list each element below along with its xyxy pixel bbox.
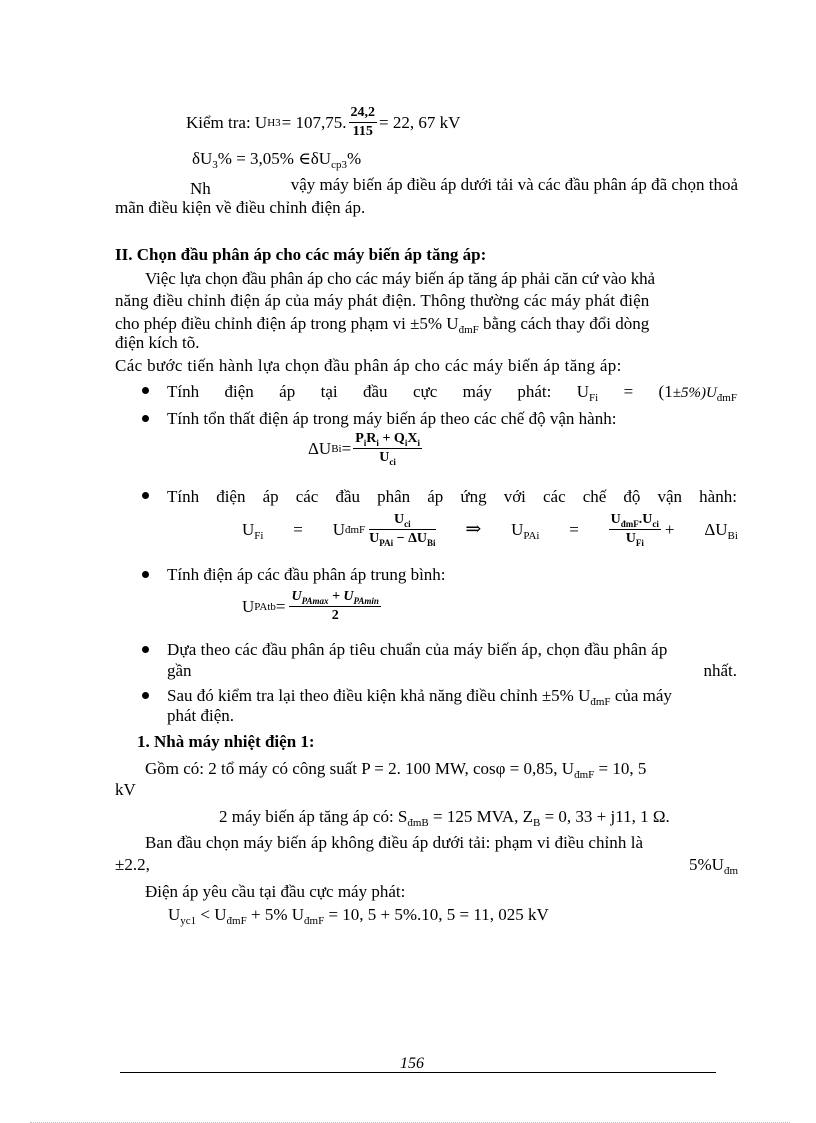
para-line-2: năng điều chỉnh điện áp của máy phát điện. Thông thường các máy phát điện <box>115 291 650 310</box>
bullet-dot-3 <box>142 492 149 499</box>
plant1-line-1: Gồm có: 2 tổ máy có công suất P = 2. 100 MW, cosφ = 0,85, $U_{đmF} = 10$, 5 <box>145 759 647 781</box>
steps-intro: Các bước tiến hành lựa chọn đầu phân áp cho các máy biến áp tăng áp: <box>115 356 622 375</box>
bullet-6-line-1: Sau đó kiểm tra lại theo điều kiện khả năng điều chỉnh ±5% $U_{đmF}$ của máy <box>167 686 672 708</box>
page-number: 156 <box>400 1055 424 1072</box>
plant1-line-5: ±2.2, $5\%U_{đm}$ <box>115 855 738 877</box>
plant1-line-7: $U_{yc1} < U_{đmF} + 5\%$ $U_{đmF} = 10$, 5 + 5%.10, 5 = 11, 025 kV <box>168 905 549 927</box>
section-heading: II. Chọn đầu phân áp cho các máy biến áp tăng áp: <box>115 245 487 264</box>
para-line-4: điện kích tõ. <box>115 333 200 352</box>
footer-rule <box>120 1072 716 1073</box>
bullet-dot-2 <box>142 415 149 422</box>
plant1-line-3: 2 máy biến áp tăng áp có: $S_{đmB} = 125$ MVA, $Z_B = 0$, 33 + j11, 1 Ω. <box>219 807 670 829</box>
bullet-3: Tính điện áp các đầu phân áp ứng với các chế độ vận hành: <box>167 487 737 506</box>
check-line: Kiểm tra: U H3 = 107,75. $\frac{24,2}{115}$ = 22, 67 kV <box>186 105 461 139</box>
conclusion-line-2: mãn điều kiện về điều chỉnh điện áp. <box>115 198 366 217</box>
bullet-dot-6 <box>142 692 149 699</box>
formula-u-patb: U PAtb = $\frac{U_{PAmax} + U_{PAmin}}{2}$ <box>242 589 379 623</box>
formula-delta-u: ΔU Bi = $\frac{P_iR_i + Q_iX_i}{U_{ci}}$ <box>308 431 420 467</box>
para-line-1: Việc lựa chọn đầu phân áp cho các máy biến áp tăng áp phải căn cứ vào khả <box>145 269 655 288</box>
bullet-1: Tính điện áp tại đầu cực máy phát: $U_{Fi}$ = $(1\pm 5\%)U_{đmF}$ <box>167 382 737 404</box>
formula-u-pai: $U_{Fi}$ = U đmF $\frac{U_{ci}}{U_{PAi} - \Delta U_{Bi}}$ ⇒ $U_{PAi}$ = $\frac{U_{đmF}.U_{ci}}{U_{Fi}}$ + $\Delta U_{Bi}$ <box>242 512 738 548</box>
bullet-5-line-1: Dựa theo các đầu phân áp tiêu chuẩn của máy biến áp, chọn đầu phân áp <box>167 640 668 659</box>
bullet-dot-5 <box>142 646 149 653</box>
bullet-4: Tính điện áp các đầu phân áp trung bình: <box>167 565 446 584</box>
bullet-6-line-2: phát điện. <box>167 706 235 725</box>
check-fraction: $\frac{24,2}{115}$ <box>350 105 375 139</box>
bullet-5-line-2: gần nhất. <box>167 661 737 680</box>
conclusion-line-1: Nh vậy máy biến áp điều áp dưới tải và các đầu phân áp đã chọn thoả <box>190 175 738 198</box>
bullet-dot-4 <box>142 571 149 578</box>
bullet-dot-1 <box>142 387 149 394</box>
delta-line: $\delta U_3\% = 3,05\%$ $\in\delta U_{cp3}\%$ <box>192 149 362 171</box>
plant1-heading: 1. Nhà máy nhiệt điện 1: <box>137 732 315 751</box>
plant1-line-4: Ban đầu chọn máy biến áp không điều áp dưới tải: phạm vi điều chỉnh là <box>145 833 644 852</box>
plant1-line-6: Điện áp yêu cầu tại đầu cực máy phát: <box>145 882 406 901</box>
para-line-3: cho phép điều chỉnh điện áp trong phạm vi ±5% $U_{đmF}$ bằng cách thay đổi dòng <box>115 314 650 336</box>
plant1-line-2: kV <box>115 780 136 799</box>
bullet-2: Tính tổn thất điện áp trong máy biến áp theo các chế độ vận hành: <box>167 409 617 428</box>
